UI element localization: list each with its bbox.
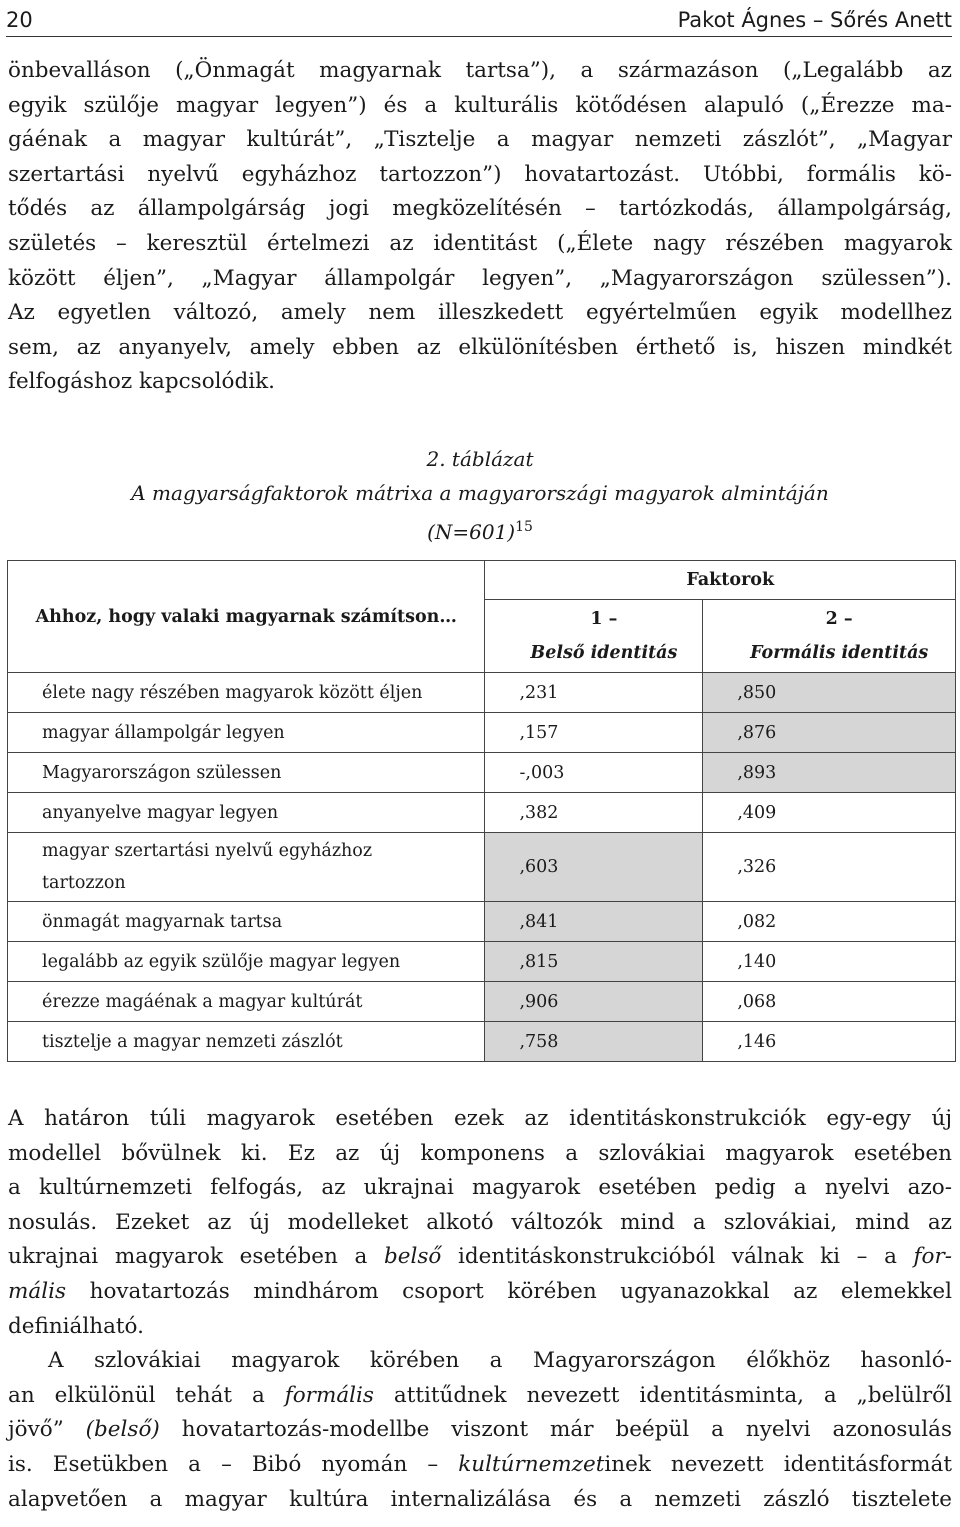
factor-1-loading: ,382	[485, 793, 703, 833]
table-row	[8, 713, 956, 753]
row-label-line: tartozzon	[42, 873, 126, 893]
table-number: 2. táblázat	[426, 447, 534, 471]
text-run: hovatartozás-modellbe viszont már beépül a nyelvi azonosulás	[159, 1417, 952, 1443]
table-title: A magyarságfaktorok mátrixa a magyarországi magyarok almintáján	[131, 481, 829, 505]
text-line: modellel bővülnek ki. Ez az új komponens a szlovákiai magyarok esetében	[8, 1140, 952, 1166]
factor-matrix-table	[7, 560, 956, 1062]
paragraph-2	[8, 1102, 952, 1517]
table-row	[8, 793, 956, 833]
row-label-line: magyar szertartási nyelvű egyházhoz	[42, 841, 373, 861]
paragraph-1	[8, 54, 952, 400]
italic-term: formális	[284, 1382, 374, 1408]
text-line	[8, 1413, 952, 1448]
factor-1-header	[485, 600, 703, 673]
table-row	[8, 673, 956, 713]
text-line: definiálható.	[8, 1313, 144, 1339]
footnote-marker: 15	[515, 519, 533, 535]
text-line: sem, az anyanyelv, amely ebben az elkülönítésben érthető is, hiszen mindkét	[8, 334, 952, 360]
table-row	[8, 942, 956, 982]
factor-2-number: 2 –	[825, 609, 853, 629]
table-header-row	[8, 561, 956, 600]
factor-2-loading: ,876	[703, 713, 956, 753]
text-run: identitáskonstrukcióból válnak ki – a	[441, 1244, 914, 1270]
factor-2-loading: ,068	[703, 982, 956, 1022]
italic-term: (belső)	[85, 1417, 160, 1443]
text-run: attitűdnek nevezett identitásminta, a „belülről	[373, 1382, 952, 1408]
row-label: anyanyelve magyar legyen	[8, 793, 485, 833]
sample-size-text: (N=601)	[427, 520, 516, 544]
text-run: inek nevezett identitásformát	[604, 1451, 952, 1477]
factor-1-name: Belső identitás	[530, 643, 678, 663]
factor-2-loading: ,140	[703, 942, 956, 982]
italic-term: mális	[8, 1278, 66, 1304]
factor-2-loading: ,850	[703, 673, 956, 713]
factor-2-loading: ,409	[703, 793, 956, 833]
row-label: érezze magáénak a magyar kultúrát	[8, 982, 485, 1022]
text-line	[8, 1275, 952, 1310]
text-run: an elkülönül tehát a	[8, 1382, 285, 1408]
text-run: is. Esetükben a – Bibó nyomán –	[8, 1451, 459, 1477]
text-run: ukrajnai magyarok esetében a	[8, 1244, 384, 1270]
text-line: egyik szülője magyar legyen”) és a kulturális kötődésen alapuló („Érezze ma-	[8, 92, 952, 118]
factor-1-loading: ,603	[485, 833, 703, 902]
text-run: jövő”	[8, 1417, 86, 1443]
row-label: tisztelje a magyar nemzeti zászlót	[8, 1022, 485, 1062]
running-header-authors: Pakot Ágnes – Sőrés Anett	[677, 8, 952, 32]
text-line: alapvetően a magyar kultúra internalizálása és a nemzeti zászló tisztelete	[8, 1486, 952, 1512]
factor-1-loading: ,758	[485, 1022, 703, 1062]
table-row	[8, 902, 956, 942]
factor-1-loading: ,841	[485, 902, 703, 942]
factor-1-loading: ,815	[485, 942, 703, 982]
factor-1-loading: -,003	[485, 753, 703, 793]
text-line: önbevalláson („Önmagát magyarnak tartsa”), a származáson („Legalább az	[8, 58, 952, 83]
table-sample-size	[0, 510, 960, 549]
factor-1-loading: ,231	[485, 673, 703, 713]
text-line	[8, 1240, 952, 1275]
text-run: hovatartozás mindhárom csoport körében ugyanazokkal az elemekkel	[66, 1278, 952, 1304]
text-line: nosulás. Ezeket az új modelleket alkotó változók mind a szlovákiai, mind az	[8, 1209, 952, 1235]
text-line: A határon túli magyarok esetében ezek az identitáskonstrukciók egy-egy új	[8, 1106, 952, 1131]
text-line: A szlovákiai magyarok körében a Magyarországon élőkhöz hasonló-	[48, 1348, 952, 1374]
factor-2-loading: ,146	[703, 1022, 956, 1062]
factor-2-loading: ,893	[703, 753, 956, 793]
factor-2-loading: ,082	[703, 902, 956, 942]
table-row	[8, 1022, 956, 1062]
stub-header: Ahhoz, hogy valaki magyarnak számítson…	[8, 561, 485, 673]
text-line: között éljen”, „Magyar állampolgár legyen”, „Magyarországon szülessen”).	[8, 265, 952, 291]
text-line	[8, 1448, 952, 1483]
row-label: élete nagy részében magyarok között éljen	[8, 673, 485, 713]
text-line: gáénak a magyar kultúrát”, „Tisztelje a magyar nemzeti zászlót”, „Magyar	[8, 127, 952, 153]
text-line: szertartási nyelvű egyházhoz tartozzon”) hovatartozást. Utóbbi, formális kö-	[8, 161, 952, 187]
table-row	[8, 982, 956, 1022]
factor-2-name: Formális identitás	[750, 643, 929, 663]
table-row	[8, 833, 956, 902]
table-row	[8, 753, 956, 793]
text-line: tődés az állampolgárság jogi megközelítésén – tartózkodás, állampolgárság,	[8, 196, 952, 222]
running-header	[6, 4, 952, 37]
row-label: Magyarországon szülessen	[8, 753, 485, 793]
row-label: önmagát magyarnak tartsa	[8, 902, 485, 942]
text-line: a kultúrnemzeti felfogás, az ukrajnai magyarok esetében pedig a nyelvi azo-	[8, 1175, 952, 1201]
text-line	[8, 1379, 952, 1414]
row-label	[8, 833, 485, 902]
italic-term: kultúrnemzet	[458, 1451, 605, 1477]
factor-1-loading: ,906	[485, 982, 703, 1022]
group-header: Faktorok	[485, 561, 956, 600]
text-line: Az egyetlen változó, amely nem illeszkedett egyértelműen egyik modellhez	[8, 300, 952, 326]
italic-term: for-	[913, 1244, 952, 1270]
italic-term: belső	[383, 1244, 442, 1270]
factor-1-loading: ,157	[485, 713, 703, 753]
factor-2-header	[703, 600, 956, 673]
factor-1-number: 1 –	[590, 609, 618, 629]
text-line: születés – keresztül értelmezi az identitást („Élete nagy részében magyarok	[8, 230, 952, 256]
factor-2-loading: ,326	[703, 833, 956, 902]
page-number: 20	[6, 8, 33, 32]
text-line: felfogáshoz kapcsolódik.	[8, 369, 275, 395]
row-label: magyar állampolgár legyen	[8, 713, 485, 753]
row-label: legalább az egyik szülője magyar legyen	[8, 942, 485, 982]
